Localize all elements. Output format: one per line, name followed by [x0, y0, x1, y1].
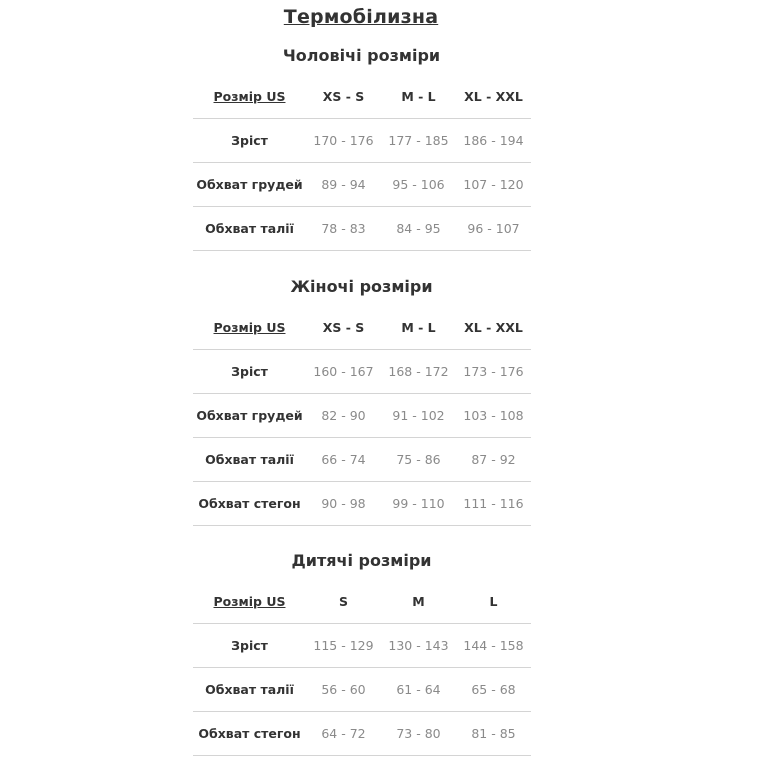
measurement-value: 177 - 185 — [381, 119, 456, 163]
measurement-label: Обхват талії — [193, 668, 306, 712]
table-row — [193, 624, 531, 668]
section-title: Жіночі розміри — [290, 277, 433, 296]
measurement-value: 170 - 176 — [306, 119, 381, 163]
size-table — [193, 305, 531, 526]
measurement-label: Обхват талії — [193, 207, 306, 251]
table-row — [193, 207, 531, 251]
size-column-header: XS - S — [322, 319, 365, 335]
measurement-label: Обхват стегон — [193, 482, 306, 526]
size-us-header: Розмір US — [213, 319, 286, 335]
size-table — [193, 74, 531, 251]
page-title: Термобілизна — [283, 6, 439, 28]
measurement-label: Обхват талії — [193, 438, 306, 482]
measurement-value: 87 - 92 — [456, 438, 531, 482]
table-row — [193, 482, 531, 526]
measurement-value: 56 - 60 — [306, 668, 381, 712]
measurement-value: 115 - 129 — [306, 624, 381, 668]
size-us-header: Розмір US — [213, 88, 286, 104]
measurement-value: 75 - 86 — [381, 438, 456, 482]
measurement-value: 66 - 74 — [306, 438, 381, 482]
section-title: Чоловічі розміри — [282, 46, 441, 65]
measurement-value: 173 - 176 — [456, 350, 531, 394]
table-row — [193, 394, 531, 438]
measurement-value: 84 - 95 — [381, 207, 456, 251]
measurement-value: 78 - 83 — [306, 207, 381, 251]
measurement-label: Обхват грудей — [193, 163, 306, 207]
women-size-section — [193, 273, 530, 526]
section-title: Дитячі розміри — [291, 551, 432, 570]
table-row — [193, 668, 531, 712]
size-column-header: M - L — [401, 88, 436, 104]
size-column-header: S — [338, 593, 348, 609]
measurement-label: Зріст — [193, 119, 306, 163]
table-row — [193, 712, 531, 756]
measurement-value: 89 - 94 — [306, 163, 381, 207]
measurement-label: Обхват грудей — [193, 394, 306, 438]
measurement-value: 64 - 72 — [306, 712, 381, 756]
size-column-header: XL - XXL — [464, 88, 523, 104]
measurement-value: 96 - 107 — [456, 207, 531, 251]
table-header-row — [193, 305, 531, 350]
men-size-section — [193, 42, 530, 251]
table-row — [193, 119, 531, 163]
measurement-value: 82 - 90 — [306, 394, 381, 438]
measurement-value: 65 - 68 — [456, 668, 531, 712]
measurement-value: 107 - 120 — [456, 163, 531, 207]
measurement-value: 90 - 98 — [306, 482, 381, 526]
measurement-value: 73 - 80 — [381, 712, 456, 756]
measurement-value: 61 - 64 — [381, 668, 456, 712]
measurement-value: 91 - 102 — [381, 394, 456, 438]
measurement-value: 95 - 106 — [381, 163, 456, 207]
size-us-header: Розмір US — [213, 593, 286, 609]
measurement-value: 168 - 172 — [381, 350, 456, 394]
measurement-value: 99 - 110 — [381, 482, 456, 526]
measurement-label: Зріст — [193, 624, 306, 668]
measurement-label: Зріст — [193, 350, 306, 394]
measurement-value: 130 - 143 — [381, 624, 456, 668]
table-header-row — [193, 74, 531, 119]
measurement-value: 111 - 116 — [456, 482, 531, 526]
measurement-value: 186 - 194 — [456, 119, 531, 163]
size-column-header: L — [489, 593, 498, 609]
measurement-value: 144 - 158 — [456, 624, 531, 668]
measurement-value: 160 - 167 — [306, 350, 381, 394]
table-row — [193, 438, 531, 482]
table-header-row — [193, 579, 531, 624]
size-table — [193, 579, 531, 756]
table-row — [193, 163, 531, 207]
size-column-header: M — [412, 593, 425, 609]
measurement-label: Обхват стегон — [193, 712, 306, 756]
size-column-header: M - L — [401, 319, 436, 335]
size-column-header: XL - XXL — [464, 319, 523, 335]
measurement-value: 103 - 108 — [456, 394, 531, 438]
measurement-value: 81 - 85 — [456, 712, 531, 756]
kids-size-section — [193, 547, 530, 756]
table-row — [193, 350, 531, 394]
size-column-header: XS - S — [322, 88, 365, 104]
